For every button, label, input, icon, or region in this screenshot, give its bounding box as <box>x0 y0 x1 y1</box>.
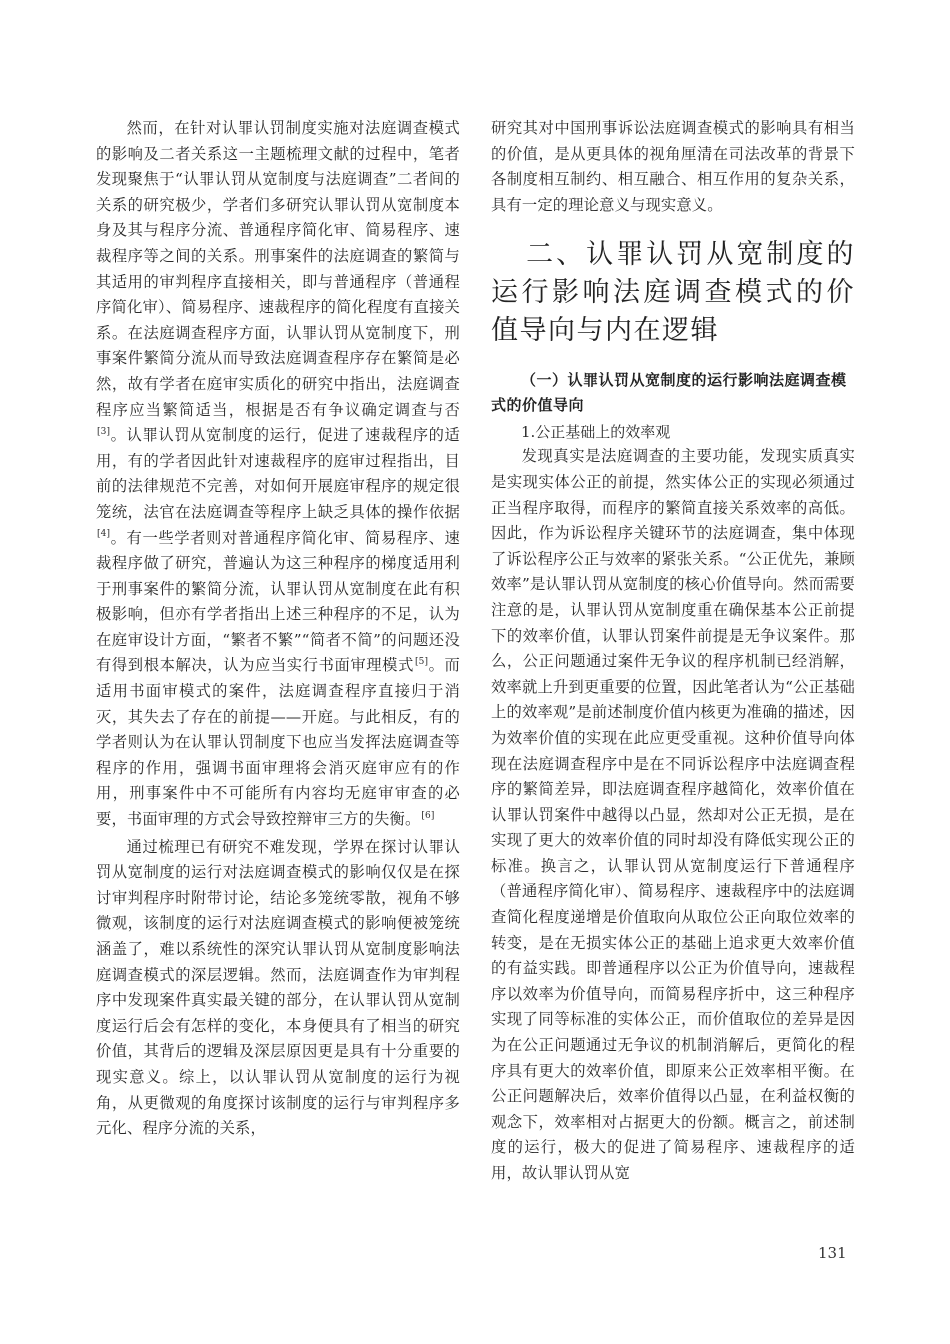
paragraph-efficiency-value: 发现真实是法庭调查的主要功能，发现实质真实是实现实体公正的前提，然实体公正的实现必须通过正当程序取得，而程序的繁简直接关系效率的高低。因此，作为诉讼程序关键环节的法庭调查，集中体现了诉讼程序公正与效率的紧张关系。“公正优先，兼顾效率”是认罪认罚从宽制度的核心价值导向。然而需要注意的是，认罪认罚从宽制度重在确保基本公正前提下的效率价值，认罪认罚案件前提是无争议案件。那么，公正问题通过案件无争议的程序机制已经消解，效率就上升到更重要的位置，因此笔者认为“公正基础上的效率观”是前述制度价值内核更为准确的描述，因为效率价值的实现在此应更受重视。这种价值导向体现在法庭调查程序中是在不同诉讼程序中法庭调查程序的繁简差异，即法庭调查程序越简化，效率价值在认罪认罚案件中越得以凸显，然却对公正无损，是在实现了更大的效率价值的同时却没有降低实现公正的标准。换言之，认罪认罚从宽制度运行下普通程序（普通程序简化审）、简易程序、速裁程序中的法庭调查简化程度递增是价值取向从取位公正向取位效率的转变，是在无损实体公正的基础上追求更大效率价值的有益实践。即普通程序以公正为价值导向，速裁程序以效率为价值导向，而简易程序折中，这三种程序实现了同等标准的实体公正，而价值取位的差异是因为在公正问题通过无争议的机制消解后，更简化的程序具有更大的效率价值，即原来公正效率相平衡。在公正问题解决后，效率价值得以凸显，在利益权衡的观念下，效率相对占据更大的份额。概言之，前述制度的运行，极大的促进了简易程序、速裁程序的适用，故认罪认罚从宽 <box>491 447 855 1182</box>
citation-ref: [6] <box>421 810 435 821</box>
paragraph-research-summary: 通过梳理已有研究不难发现，学界在探讨认罪认罚从宽制度的运行对法庭调查模式的影响仅仅是在探讨审判程序时附带讨论，结论多笼统零散，视角不够微观，该制度的运行对法庭调查模式的影响便被笼统涵盖了，难以系统性的深究认罪认罚从宽制度影响法庭调查模式的深层逻辑。然而，法庭调查作为审判程序中发现案件真实最关键的部分，在认罪认罚从宽制度运行后会有怎样的变化，本身便具有了相当的研究价值，其背后的逻辑及深层原因更是具有十分重要的现实意义。综上，以认罪认罚从宽制度的运行为视角，从更微观的角度探讨该制度的运行与审判程序多元化、程序分流的关系， <box>96 837 460 1138</box>
section-heading: 二、认罪认罚从宽制度的运行影响法庭调查模式的价值导向与内在逻辑 <box>491 239 855 347</box>
left-column <box>96 116 460 1142</box>
page-number: 131 <box>818 1244 847 1262</box>
subsection-heading: （一）认罪认罚从宽制度的运行影响法庭调查模式的价值导向 <box>491 371 847 415</box>
paragraph-continuation: 研究其对中国刑事诉讼法庭调查模式的影响具有相当的价值，是从更具体的视角厘清在司法改革的背景下各制度相互制约、相互融合、相互作用的复杂关系，具有一定的理论意义与现实意义。 <box>491 119 855 214</box>
paragraph-literature-review: 然而，在针对认罪认罚制度实施对法庭调查模式的影响及二者关系这一主题梳理文献的过程中，笔者发现聚焦于“认罪认罚从宽制度与法庭调查”二者间的关系的研究极少，学者们多研究认罪认罚从宽制度本身及其与程序分流、普通程序简化审、简易程序、速裁程序等之间的关系。刑事案件的法庭调查的繁简与其适用的审判程序直接相关，即与普通程序（普通程序简化审）、简易程序、速裁程序的简化程度有直接关系。在法庭调查程序方面，认罪认罚从宽制度下，刑事案件繁简分流从而导致法庭调查程序存在繁简是必然，故有学者在庭审实质化的研究中指出，法庭调查程序应当繁简适当，根据是否有争议确定调查与否[3]。认罪认罚从宽制度的运行，促进了速裁程序的适用，有的学者因此针对速裁程序的庭审过程指出，目前的法律规范不完善，对如何开展庭审程序的规定很笼统，法官在法庭调查等程序上缺乏具体的操作依据[4]。有一些学者则对普通程序简化审、简易程序、速裁程序做了研究，普遍认为这三种程序的梯度适用利于刑事案件的繁简分流，认罪认罚从宽制度在此有积极影响，但亦有学者指出上述三种程序的不足，认为在庭审设计方面，“繁者不繁”“简者不简”的问题还没有得到根本解决，认为应当实行书面审理模式[5]。而适用书面审模式的案件，法庭调查程序直接归于消灭，其失去了存在的前提——开庭。与此相反，有的学者则认为在认罪认罚制度下也应当发挥法庭调查等程序的作用，强调书面审理将会消灭庭审应有的作用，刑事案件中不可能所有内容均无庭审审查的必要，书面审理的方式会导致控辩审三方的失衡。[6] <box>96 119 460 829</box>
citation-ref: [5] <box>414 657 429 668</box>
right-column <box>491 116 855 1187</box>
minor-heading: 1.公正基础上的效率观 <box>521 423 671 442</box>
citation-ref: [4] <box>97 529 111 540</box>
citation-ref: [3] <box>97 427 111 438</box>
